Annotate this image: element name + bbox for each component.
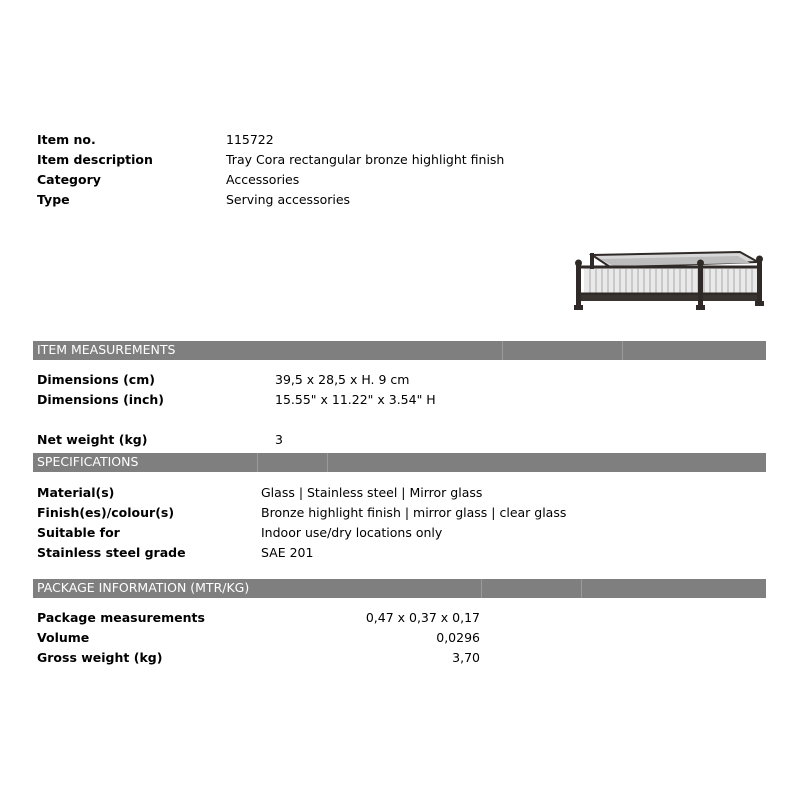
item-description-label: Item description: [37, 152, 153, 167]
volume-value: 0,0296: [436, 630, 480, 645]
type-label: Type: [37, 192, 70, 207]
dimensions-inch-value: 15.55" x 11.22" x 3.54" H: [275, 392, 436, 407]
materials-value: Glass | Stainless steel | Mirror glass: [261, 485, 483, 500]
package-information-title: PACKAGE INFORMATION (MTR/KG): [37, 580, 250, 595]
item-no-label: Item no.: [37, 132, 96, 147]
specifications-header: [33, 453, 766, 472]
band-divider: [502, 341, 503, 360]
item-no-value: 115722: [226, 132, 274, 147]
finishes-value: Bronze highlight finish | mirror glass | clear glass: [261, 505, 567, 520]
specifications-title: SPECIFICATIONS: [37, 454, 139, 469]
gross-weight-value: 3,70: [452, 650, 480, 665]
band-divider: [327, 453, 328, 472]
suitable-for-label: Suitable for: [37, 525, 120, 540]
band-divider: [622, 341, 623, 360]
item-description-value: Tray Cora rectangular bronze highlight finish: [226, 152, 505, 167]
net-weight-label: Net weight (kg): [37, 432, 148, 447]
suitable-for-value: Indoor use/dry locations only: [261, 525, 443, 540]
volume-label: Volume: [37, 630, 90, 645]
package-measurements-value: 0,47 x 0,37 x 0,17: [365, 610, 480, 625]
band-divider: [481, 579, 482, 598]
category-label: Category: [37, 172, 101, 187]
band-divider: [581, 579, 582, 598]
item-measurements-title: ITEM MEASUREMENTS: [37, 342, 176, 357]
materials-label: Material(s): [37, 485, 115, 500]
category-value: Accessories: [226, 172, 300, 187]
band-divider: [257, 453, 258, 472]
finishes-label: Finish(es)/colour(s): [37, 505, 175, 520]
dimensions-inch-label: Dimensions (inch): [37, 392, 164, 407]
rectangular-glass-tray-image: [570, 245, 766, 328]
dimensions-cm-label: Dimensions (cm): [37, 372, 155, 387]
net-weight-value: 3: [275, 432, 283, 447]
type-value: Serving accessories: [226, 192, 351, 207]
steel-grade-label: Stainless steel grade: [37, 545, 186, 560]
item-measurements-header: [33, 341, 766, 360]
steel-grade-value: SAE 201: [261, 545, 314, 560]
gross-weight-label: Gross weight (kg): [37, 650, 163, 665]
dimensions-cm-value: 39,5 x 28,5 x H. 9 cm: [275, 372, 410, 387]
package-information-header: [33, 579, 766, 598]
package-measurements-label: Package measurements: [37, 610, 205, 625]
